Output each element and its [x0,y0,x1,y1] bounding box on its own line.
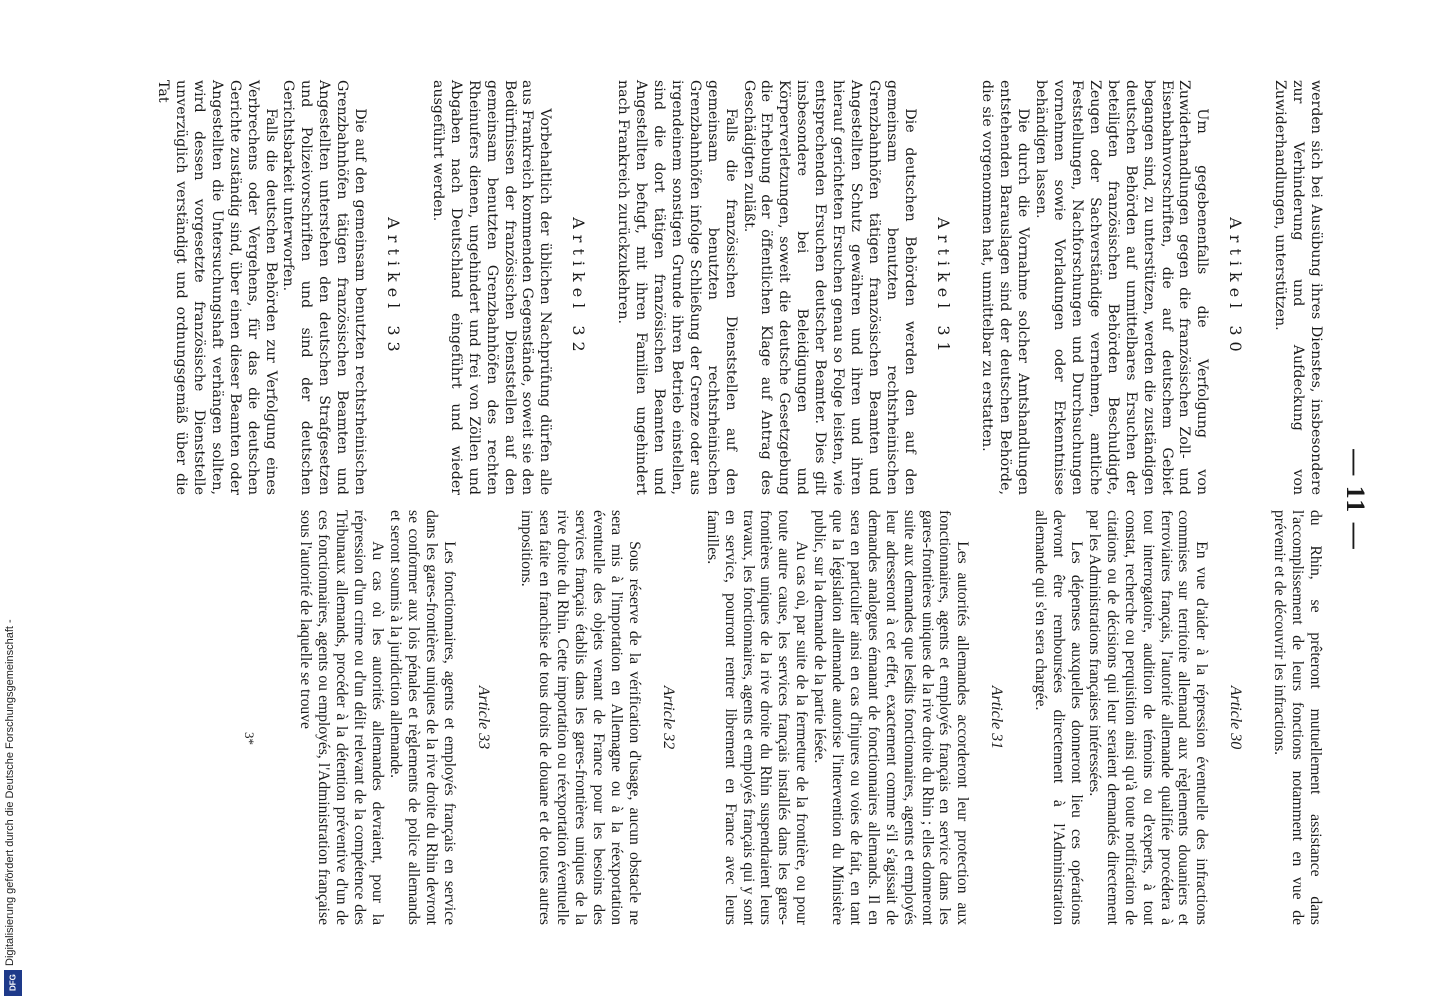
french-article-33-paragraph: Au cas où les autorités allemandes devraient, pour la répression d'un crime ou d'un délit relevant de la compétence des Tribunaux allemands, procéder à la détention préventive d'un de ces fonctionnaires, agents ou employés, l'Administration française sous l'autorité de laquelle se trouve [297,510,387,925]
german-article-32-paragraph: Vorbehaltlich der üblichen Nachprüfung dürfen alle aus Frankreich kommenden Gegenstände, soweit sie den Bedürfnissen der französischen Dienststellen auf den gemeinsam benutzten Grenzbahnhöfen des rechten Rheinufers dienen, ungehindert und frei von Zöllen und Abgaben nach Deutschland eingeführt und wieder ausgeführt werden. [429,80,554,495]
french-article-31-paragraph: Au cas où, par suite de la fermeture de la frontière, ou pour toute autre cause, les services français installés dans les gares-frontières uniques de la rive droite du Rhin suspendraient leurs travaux, les fonctionnaires, agents et employés français qui y sont en service, pourront rentrer librement en France avec leurs familles. [703,510,811,925]
page-number: — 11 — [1341,449,1370,551]
french-article-31-paragraph: Les autorités allemandes accorderont leur protection aux fonctionnaires, agents et employés français en service dans les gares-frontières uniques de la rive droite du Rhin ; elles donneront suite aux demandes que lesdits fonctionnaires, agents et employés leur adresseront à cet effet, exactement comme s'il s'agissait de demandes analogues émanant de fonctionnaires allemands. Il en sera en particulier ainsi en cas d'injures ou voies de fait, en tant que la législation allemande autorise l'intervention du Ministère public, sur la demande de la partie lésée. [811,510,972,925]
french-article-30-paragraph: Les dépenses auxquelles donneront lieu ces opérations devront être remboursées directement à l'Administration allemande qui s'en sera chargée. [1032,510,1086,925]
credit-text: Digitalisierung gefördert durch die Deutsche Forschungsgemeinschaft - [4,619,16,966]
digitization-credit [0,0,26,1000]
german-article-33-heading: Artikel 33 [384,217,404,358]
french-article-31-heading: Article 31 [988,685,1006,750]
french-article-32-heading: Article 32 [659,685,677,750]
german-article-31-paragraph: Die deutschen Behörden werden den auf den gemeinsam benutzten rechtsrheinischen Grenzbahnhöfen tätigen französischen Beamten und Angestellten Schutz gewähren und ihren und ihren hierauf gerichteten Ersuchen genau so Folge leisten, wie entsprechenden Ersuchen deutscher Beamter. Dies gilt insbesondere bei Beleidigungen und Körperverletzungen, soweit die deutsche Gesetzgebung die Erhebung der öffentlichen Klage auf Antrag des Geschädigten zuläßt. [740,80,918,495]
dfg-logo-icon: DFG [4,970,22,996]
french-article-32-paragraph: Sous réserve de la vérification d'usage, aucun obstacle ne sera mis à l'importation en Allemagne ou à la réexportation éventuelle des objets venant de France pour les besoins des services français établis dans les gares-frontières uniques de la rive droite du Rhin. Cette importation ou réexportation éventuelle sera faite en franchise de tous droits de douane et de toutes autres impositions. [518,510,643,925]
german-article-30-paragraph: Die durch die Vornahme solcher Amtshandlungen entstehenden Barauslagen sind der deutschen Behörde, die sie vorgenommen hat, unmittelbar zu erstatten. [979,80,1032,495]
german-article-30-paragraph: Um gegebenenfalls die Verfolgung von Zuwiderhandlungen gegen die französischen Zoll- und Eisenbahnvorschriften, die auf deutschem Gebiet begangen sind, zu unterstützen, werden die zuständigen deutschen Behörden auf unmittelbares Ersuchen der beteiligten französischen Behörden Beschuldigte, Zeugen oder Sachverständige vernehmen, amtliche Feststellungen, Nachforschungen und Durchsuchungen vornehmen sowie Vorladungen oder Erkenntnisse behändigen lassen. [1033,80,1211,495]
german-column [94,80,1324,495]
german-article-31-paragraph: Falls die französischen Dienststellen auf den gemeinsam benutzten rechtsrheinischen Grenzbahnhöfen infolge Schließung der Grenze oder aus irgendeinem sonstigen Grunde ihren Betrieb einstellen, sind die dort tätigen französischen Beamten und Angestellten befugt, mit ihren Familien ungehindert nach Frankreich zurückzukehren. [615,80,739,495]
german-intro: werden sich bei Ausübung ihres Dienstes, insbesondere zur Verhinderung und Aufdeckung von Zuwiderhandlungen, unterstützen. [1272,80,1324,495]
german-article-30-heading: Artikel 30 [1226,217,1246,358]
french-article-30-paragraph: En vue d'aider à la répression éventuelle des infractions commises sur territoire allemand aux règlements douaniers et ferroviaires français, l'autorité allemande qualifiée procédera à tout interrogatoire, audition de témoins ou d'experts, à tout constat, recherche ou perquisition ainsi qu'à toute notification de citations ou de décisions qui leur seraient demandés directement par les Administrations françaises intéressées. [1085,510,1211,925]
french-article-33-heading: Article 33 [474,685,492,750]
french-article-33-paragraph: Les fonctionnaires, agents et employés français en service dans les gares-frontières uniques de la rive droite du Rhin devront se conformer aux lois pénales et règlements de police allemands et seront soumis à la juridiction allemande. [386,510,458,925]
french-intro: du Rhin, se prêteront mutuellement assistance dans l'accomplissement de leurs fonctions notamment en vue de prévenir et de découvrir les infractions. [1271,510,1324,925]
german-article-33-paragraph: Die auf den gemeinsam benutzten rechtsrheinischen Grenzbahnhöfen tätigen französischen Beamten und Angestellten unterstehen den deutschen Strafgesetzen und Polizeivorschriften und sind der deutschen Gerichtsbarkeit unterworfen. [280,80,369,495]
german-article-33-paragraph: Falls die deutschen Behörden zur Verfolgung eines Verbrechens oder Vergehens, für das die deutschen Gerichte zuständig sind, über einen dieser Beamten oder Angestellten die Untersuchungshaft verhängen sollten, wird dessen vorgesetzte französische Dienststelle unverzüglich verständigt und ordnungsgemäß über die Tat [155,80,279,495]
german-article-32-heading: Artikel 32 [569,217,589,358]
french-column [94,510,1324,925]
french-article-30-heading: Article 30 [1227,685,1245,750]
signature-mark: 3* [242,732,258,745]
german-article-31-heading: Artikel 31 [933,217,953,358]
